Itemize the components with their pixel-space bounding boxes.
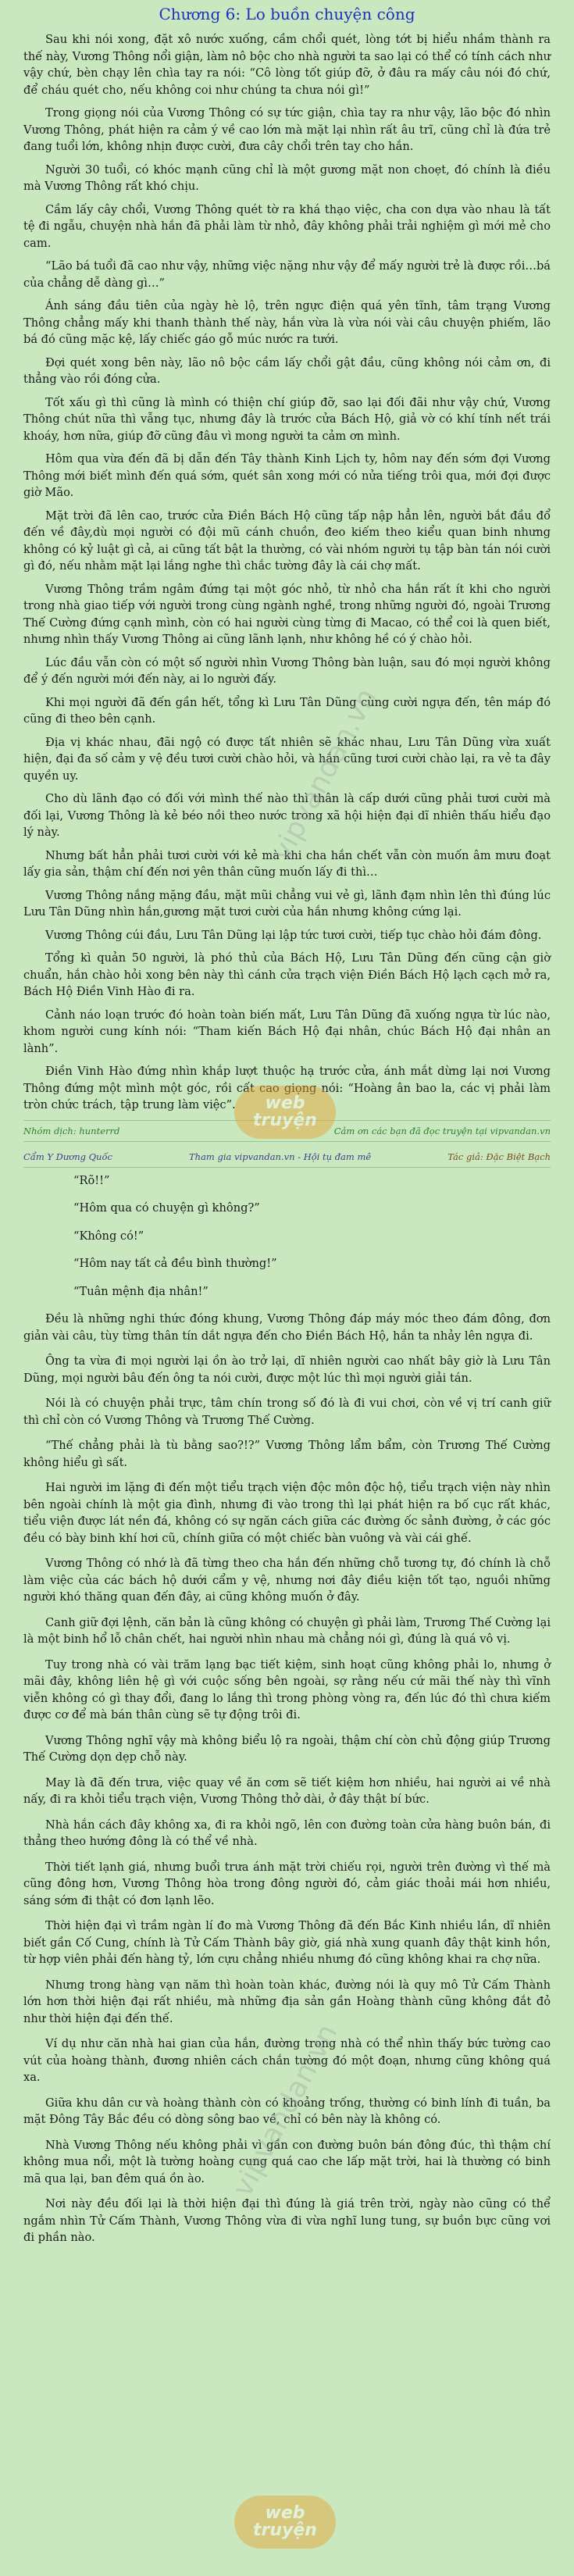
paragraph: Ánh sáng đầu tiên của ngày hè lộ, trên ngực điện quá yên tĩnh, tâm trạng Vương Thông chẳng mấy khi thanh thành thế này, hắn vừa là vừa nói vài câu chuyện phiếm, lão bá đó cũng mặc kệ, lấy chiếc gáo gỗ múc nước ra tưới. (23, 299, 551, 346)
paragraph: Nhà hắn cách đây không xa, đi ra khỏi ngõ, lên con đường toàn cửa hàng buôn bán, đi thẳng theo hướng đông là có thể về nhà. (23, 1818, 551, 1848)
watermark-url: vipvandan.vn (226, 2018, 344, 2203)
paragraph: Đợi quét xong bên này, lão nô bộc cầm lấy chổi gật đầu, cũng không nói cảm ơn, đi thẳng vào rồi đóng cửa. (23, 355, 551, 386)
dialogue-line: “Không có!” (73, 1229, 144, 1243)
paragraph: Điền Vinh Hào đứng nhìn khắp lượt thuộc hạ trước cửa, ánh mắt dừng lại nơi Vương Thông đứng một mình một góc, rồi cất cao giọng nói: “Hoàng ân bao la, các vị phải làm tròn chức trách, tập trung làm việc”. (23, 1065, 551, 1111)
logo-text-line2: truyện (253, 2521, 317, 2540)
dialogue-line: “Hôm nay tất cả đều bình thường!” (73, 1257, 277, 1270)
paragraph: Ví dụ như căn nhà hai gian của hắn, đường trong nhà có thể nhìn thấy bức tường cao vút của hoàng thành, đương nhiên cách chắn tường đó một đoạn, nhưng cũng không quá xa. (23, 2037, 551, 2084)
paragraph: Canh giữ đợi lệnh, căn bản là cũng không có chuyện gì phải làm, Trương Thế Cường lại là một binh hổ lỗ chân chết, hai người nhìn nhau mà chẳng nói gì, đúng là quá vô vị. (23, 1615, 551, 1646)
paragraph: Vương Thông có nhớ là đã từng theo cha hắn đến những chỗ tương tự, đó chính là chỗ làm việc của các bách hộ dưới cẩm y vệ, nhưng nơi đây điều kiện tốt tạo, nguồi những người khó thăng quan đến đây, ai cũng không muốn ở đây. (23, 1557, 551, 1604)
paragraph: Tuy trong nhà có vài trăm lạng bạc tiết kiệm, sinh hoạt cũng không phải lo, nhưng ở mãi đây, không liên hệ gì với cuộc sống bên ngoài, sợ rằng nếu cứ mãi thế này thì vĩnh viễn không có gì thay đổi, đang lo lắng thì trong phòng vòng ra, đến lúc đó thì chưa kiếm được cơ để mà bán thân cùng sẽ tự động trôi đi. (23, 1657, 551, 1721)
paragraph: Mặt trời đã lên cao, trước cửa Điền Bách Hộ cũng tấp nập hẳn lên, người bắt đầu đổ đến về đây,dù mọi người có đội mũ cánh chuồn, đeo kiếm theo kiểu quan binh nhưng không có kỷ luật gì cả, ai cũng tất bật la thường, có vài nhóm người tụ tập bàn tán nói cười gì đó, nếu nhằm mặt lại lắng nghe thì chắc tường đây là cái chợ mất. (23, 508, 551, 573)
paragraph: Vương Thông trầm ngâm đứng tại một góc nhỏ, từ nhỏ cha hắn rất ít khi cho người trong nhà giao tiếp với người trong cùng ngành nghề, trong những người đó, ngoài Trương Thế Cường đứng cạnh mình, còn có hai người cùng từng đi Macao, có thể coi là quen biết, nhưng nhìn thấy Vương Thông ai cũng lãnh lạnh, như không hề có ý chào hỏi. (23, 582, 551, 646)
series-name: Cẩm Y Dương Quốc (23, 1151, 112, 1162)
web-truyen-logo (234, 1086, 336, 1139)
paragraph: Thời hiện đại vì trầm ngàn lí đo mà Vương Thông đã đến Bắc Kinh nhiều lần, dĩ nhiên biết gần Cố Cung, chính là Tử Cấm Thành bây giờ, giá nhà xung quanh đây thật kinh hồn, từ hợp viên phải đến hàng tỷ, lớn cựu chẳng nhiều nhưng đó cũng không khai ra chợ nữa. (23, 1919, 551, 1966)
web-truyen-logo (234, 2496, 336, 2549)
paragraph: Khi mọi người đã đến gần hết, tổng kì Lưu Tân Dũng cùng cười ngựa đến, tên máp đó cũng đi theo bên cạnh. (23, 695, 551, 726)
paragraph: Cho dù lãnh đạo có đối với mình thế nào thì thân là cấp dưới cũng phải tươi cười mà đối lại, Vương Thông là kẻ béo nồi theo nước trong xã hội hiện đại dĩ nhiên thấu hiểu đạo lý này. (23, 792, 551, 839)
logo-text-line2: truyện (253, 1111, 317, 1130)
paragraph: Nhưng trong hàng vạn năm thì hoàn toàn khác, đường nói là quy mô Tử Cấm Thành lớn hơn thời hiện đại rất nhiều, mà những địa sản gần Hoàng thành cũng không đắt đỏ như thời hiện đại đến thế. (23, 1978, 551, 2025)
paragraph: Sau khi nói xong, đặt xô nước xuống, cầm chổi quét, lòng tớt bị hiểu nhầm thành ra thế này, Vương Thông nổi giận, làm nô bộc cho nhà người ta sao lại có thể có tính cách như vậy chứ, bèn chạy lên chìa tay ra nói: “Cô lòng tốt giúp đỡ, ở đâu ra mấy câu nói đó chứ, để cháu quét cho, nếu không coi như chúng ta chưa nói gì!” (23, 33, 551, 97)
logo-text-line1: web (265, 2503, 305, 2523)
paragraph: Trong giọng nói của Vương Thông có sự tức giận, chìa tay ra như vậy, lão bộc đó nhìn Vương Thông, phát hiện ra cảm ý về cao lớn mà mặt lại nhìn rất âu trĩ, cũng chỉ là đứa trẻ đang tuổi lớn, không nhịn được cười, đưa cây chổi trên tay cho hắn. (23, 106, 551, 153)
paragraph: Thời tiết lạnh giá, nhưng buổi trưa ánh mặt trời chiếu rọi, người trên đường vì thế mà cũng đông hơn, Vương Thông hòa trong đông người đó, cảm giác thoải mái hơn nhiều, sáng sớm đi thật có đơn lạnh lẽo. (23, 1860, 551, 1907)
paragraph: Tốt xấu gì thì cũng là mình có thiện chí giúp đỡ, sao lại đối đãi như vậy chứ, Vương Thông chút nữa thì vẫng tục, nhưng đây là trước cửa Bách Hộ, giả vờ có khí tính nết trái khoáy, hơn nữa, giúp đỡ cũng đâu vì mong người ta cảm ơn mình. (23, 395, 551, 443)
author-credit: Tác giả: Đặc Biệt Bạch (447, 1151, 551, 1162)
dialogue-line: “Tuân mệnh địa nhân!” (73, 1284, 209, 1298)
paragraph: Địa vị khác nhau, đãi ngộ có được tất nhiên sẽ khác nhau, Lưu Tân Dũng vừa xuất hiện, đại đa số cảm y vệ đều tươi cười chào hỏi, và hắn cũng tươi cười chào lại, ra vẻ ta đây quyền uy. (23, 735, 551, 783)
paragraph: Vương Thông nắng mặng đầu, mặt mũi chẳng vui vẻ gì, lãnh đạm nhìn lên thì đúng lúc Lưu Tân Dũng nhìn hắn,gương mặt tươi cười của hắn nhưng không cứng lại. (23, 888, 551, 919)
thanks-credit: Cảm ơn các bạn đã đọc truyện tại vipvandan.vn (333, 1125, 551, 1136)
join-credit: Tham gia vipvandan.vn - Hội tụ đam mê (189, 1151, 372, 1162)
paragraph: Cảnh náo loạn trước đó hoàn toàn biến mất, Lưu Tân Dũng đã xuống ngựa từ lúc nào, khom người cung kính nói: “Tham kiến Bách Hộ đại nhân, chúc Bách Hộ đại nhân an lành”. (23, 1008, 551, 1055)
paragraph: Vương Thông cúi đầu, Lưu Tân Dũng lại lập tức tươi cười, tiếp tục chào hỏi đám đông. (45, 928, 542, 942)
paragraph: Nhưng bất hẳn phải tươi cười với kẻ mà khi cha hắn chết vẫn còn muốn âm mưu đoạt lấy gia sản, thậm chí đến nơi yên thân cũng muốn lấy đi thì… (23, 848, 551, 879)
paragraph: Tổng kì quản 50 người, là phó thủ của Bách Hộ, Lưu Tân Dũng đến cũng cận giờ chuẩn, hắn chào hỏi xong bên này thì cánh cửa trạch viện Điền Bách Hộ lạch cạch mở ra, Bách Hộ Điền Vinh Hào đi ra. (23, 951, 551, 998)
credits-bar-series (23, 1147, 551, 1168)
paragraph: Đều là những nghi thức đóng khung, Vương Thông đáp máy móc theo đám đông, đơn giản vài câu, tùy từng thân tín dắt ngựa đến cho Điền Bách Hộ, hắn ta nhảy lên ngựa đi. (23, 1312, 551, 1343)
paragraph: “Thế chẳng phải là tù bằng sao?!?” Vương Thông lẩm bẩm, còn Trương Thế Cường không hiểu gì sất. (23, 1439, 551, 1469)
translator-credit: Nhóm dịch: hunterrd (23, 1125, 120, 1136)
paragraph: Ông ta vừa đi mọi người lại ồn ào trở lại, dĩ nhiên người cao nhất bây giờ là Lưu Tân Dũng, mọi người bâu đến ông ta nói cười, được một lúc thì mọi người giải tán. (23, 1354, 551, 1385)
paragraph: Lúc đầu vẫn còn có một số người nhìn Vương Thông bàn luận, sau đó mọi người không để ý đến người mới đến này, ai lo người đấy. (23, 655, 551, 686)
paragraph: Giữa khu dân cư và hoàng thành còn có khoảng trống, thường có binh lính đi tuần, ba mặt Đông Tây Bắc đều có dòng sông bao về, chỉ có bên này là không có. (23, 2096, 551, 2126)
watermark-url: vipvandan.vn (266, 683, 383, 867)
story-section-2 (23, 1172, 551, 2246)
paragraph: Hôm qua vừa đến đã bị dẫn đến Tây thành Kinh Lịch ty, hôm nay đến sớm đợi Vương Thông mới biết mình đến quá sớm, quét sân xong mới có nửa tiếng trôi qua, mới đợi được giờ Mão. (23, 452, 551, 499)
dialogue-line: “Hôm qua có chuyện gì không?” (73, 1201, 260, 1215)
chapter-title: Chương 6: Lo buồn chuyện công (159, 5, 415, 23)
paragraph: “Lão bá tuổi đã cao như vậy, những việc nặng như vậy để mấy người trẻ là được rồi…bá của chẳng dễ dàng gì…” (23, 259, 551, 290)
dialogue-line: “Rõ!!” (73, 1173, 110, 1187)
paragraph: May là đã đến trưa, việc quay về ăn cơm sẽ tiết kiệm hơn nhiều, hai người ai về nhà nấy, đi ra khỏi tiểu trạch viện, Vương Thông thở dài, ở đây thật bí bức. (23, 1775, 551, 1806)
story-section-1 (23, 31, 551, 1114)
paragraph: Cầm lấy cây chổi, Vương Thông quét tờ ra khá thạo việc, cha con dựa vào nhau là tất tệ đi ngẫu, chuyện nhà hắn đã phải làm từ nhỏ, đây không phải trải nghiệm gì mới mẻ cho cam. (23, 202, 551, 250)
paragraph: Nơi này đều đối lại là thời hiện đại thì đúng là giá trên trời, ngày nào cũng có thể ngắm nhìn Tử Cấm Thành, Vương Thông vừa đi vừa nghĩ lung tung, sự buồn bực cũng vơi đi phần nào. (23, 2197, 551, 2244)
logo-text-line1: web (265, 1094, 305, 1113)
paragraph: Nói là có chuyện phải trực, tâm chín trong số đó là đi vui chơi, còn về vị trí canh giữ thì chỉ còn có Vương Thông và Trương Thế Cường. (23, 1397, 551, 1427)
paragraph: Nhà Vương Thông nếu không phải vì gần con đường buôn bán đông đúc, thì thậm chí không mua nổi, một là tường hoàng cung quá cao che lấp mặt trời, hai là thường có binh mã qua lại, ban đêm quá ồn ào. (23, 2138, 551, 2185)
paragraph: Vương Thông nghĩ vậy mà không biểu lộ ra ngoài, thậm chí còn chủ động giúp Trương Thế Cường dọn dẹp chỗ này. (23, 1733, 551, 1764)
paragraph: Người 30 tuổi, có khóc mạnh cũng chỉ là một gương mặt non choẹt, đó chính là điều mà Vương Thông rất khó chịu. (23, 162, 551, 193)
paragraph: Hai người im lặng đi đến một tiểu trạch viện độc môn độc hộ, tiểu trạch viện này nhìn bên ngoài chính là một gia đình, nhưng đi vào trong thì lại phát hiện ra bố cục rất khác, tiểu viện được lát nền đá, không có sự ngăn cách giữa các đường ốc sảnh đường, ở các góc đều có bày binh khí hơi cũ, chính giữa có một chiếc bàn vuông và vài cái ghế. (23, 1481, 551, 1545)
